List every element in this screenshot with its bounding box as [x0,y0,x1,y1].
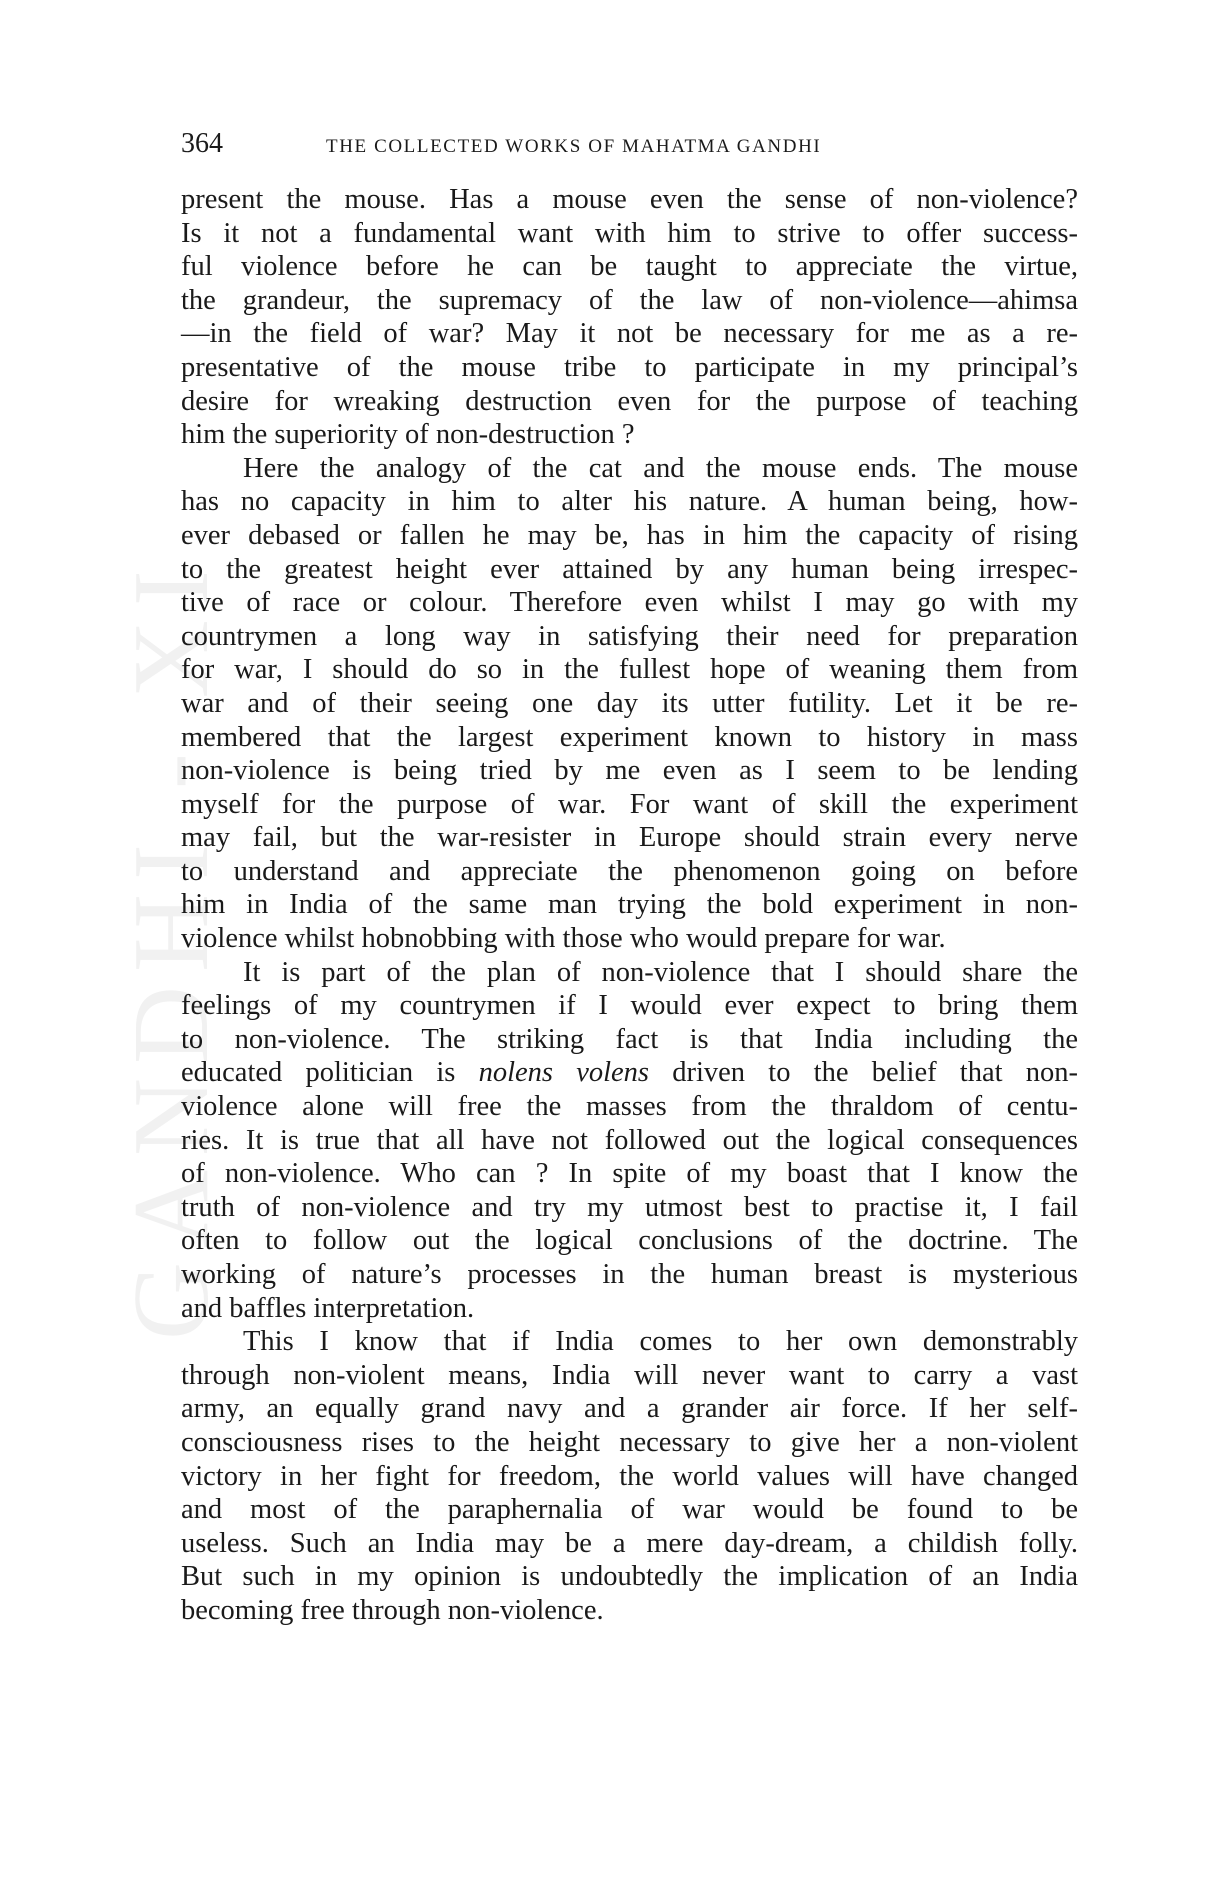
text-line: useless. Such an India may be a mere day-dream, a childish folly. [181,1527,1078,1559]
text-line: of non-violence. Who can ? In spite of my boast that I know the [181,1158,1078,1190]
paragraph [181,183,1078,452]
text-line: victory in her fight for freedom, the world values will have changed [181,1460,1078,1492]
text-line: But such in my opinion is undoubtedly the implication of an India [181,1561,1078,1593]
text-line: —in the field of war? May it not be necessary for me as a re- [181,318,1078,350]
text-line: countrymen a long way in satisfying their need for preparation [181,620,1078,652]
text-line: him the superiority of non-destruction ? [181,419,635,451]
text-line: becoming free through non-violence. [181,1594,604,1626]
text-line: for war, I should do so in the fullest hope of weaning them from [181,654,1078,686]
text-line: Is it not a fundamental want with him to strive to offer success- [181,217,1078,249]
text-line: This I know that if India comes to her own demonstrably [243,1326,1078,1358]
text-line: ful violence before he can be taught to appreciate the virtue, [181,251,1078,283]
text-line: tive of race or colour. Therefore even whilst I may go with my [181,587,1078,619]
text-line: Here the analogy of the cat and the mouse ends. The mouse [243,452,1078,484]
text-line: It is part of the plan of non-violence that I should share the [243,956,1078,988]
text-line: consciousness rises to the height necessary to give her a non-violent [181,1426,1078,1458]
text-line: presentative of the mouse tribe to participate in my principal’s [181,351,1078,383]
paragraph [181,956,1078,1326]
text-line: myself for the purpose of war. For want of skill the experiment [181,788,1078,820]
text-line: membered that the largest experiment known to history in mass [181,721,1078,753]
text-line: feelings of my countrymen if I would ever expect to bring them [181,990,1078,1022]
running-head: THE COLLECTED WORKS OF MAHATMA GANDHI [326,136,822,157]
text-line: to non-violence. The striking fact is that India including the [181,1023,1078,1055]
text-line: present the mouse. Has a mouse even the sense of non-violence? [181,184,1078,215]
text-line: him in India of the same man trying the bold experiment in non- [181,889,1078,921]
text-line: violence whilst hobnobbing with those who would prepare for war. [181,923,946,955]
text-line: to the greatest height ever attained by any human being irrespec- [181,553,1078,585]
text-line: often to follow out the logical conclusions of the doctrine. The [181,1225,1078,1257]
text-line: educated politician is nolens volens driven to the belief that non- [181,1057,1079,1089]
text-line: ries. It is true that all have not followed out the logical consequences [181,1124,1078,1156]
italic-phrase: nolens volens [478,1057,650,1089]
page-number: 364 [181,128,223,159]
page-header [181,128,1081,168]
watermark-text: GANDHI - XI [112,556,231,1340]
text-line: desire for wreaking destruction even for the purpose of teaching [181,385,1078,417]
text-line: has no capacity in him to alter his nature. A human being, how- [181,486,1078,518]
text-line: the grandeur, the supremacy of the law of non-violence—ahimsa [181,284,1078,316]
text-line: through non-violent means, India will never want to carry a vast [181,1359,1078,1391]
text-line: and baffles interpretation. [181,1292,475,1324]
text-line: ever debased or fallen he may be, has in him the capacity of rising [181,519,1078,551]
text-line: working of nature’s processes in the human breast is mysterious [181,1259,1078,1290]
text-line: violence alone will free the masses from the thraldom of centu- [181,1091,1078,1123]
text-line: to understand and appreciate the phenomenon going on before [181,855,1078,887]
text-line: truth of non-violence and try my utmost best to practise it, I fail [181,1191,1078,1223]
text-line: war and of their seeing one day its utter futility. Let it be re- [181,687,1078,719]
text-line: and most of the paraphernalia of war would be found to be [181,1494,1078,1526]
text-line: non-violence is being tried by me even as I seem to be lending [181,755,1078,787]
text-line: may fail, but the war-resister in Europe should strain every nerve [181,822,1078,854]
paragraph [181,1325,1078,1627]
text-line: army, an equally grand navy and a grander air force. If her self- [181,1393,1078,1425]
paragraph [181,452,1078,956]
body-text [181,183,1078,1628]
